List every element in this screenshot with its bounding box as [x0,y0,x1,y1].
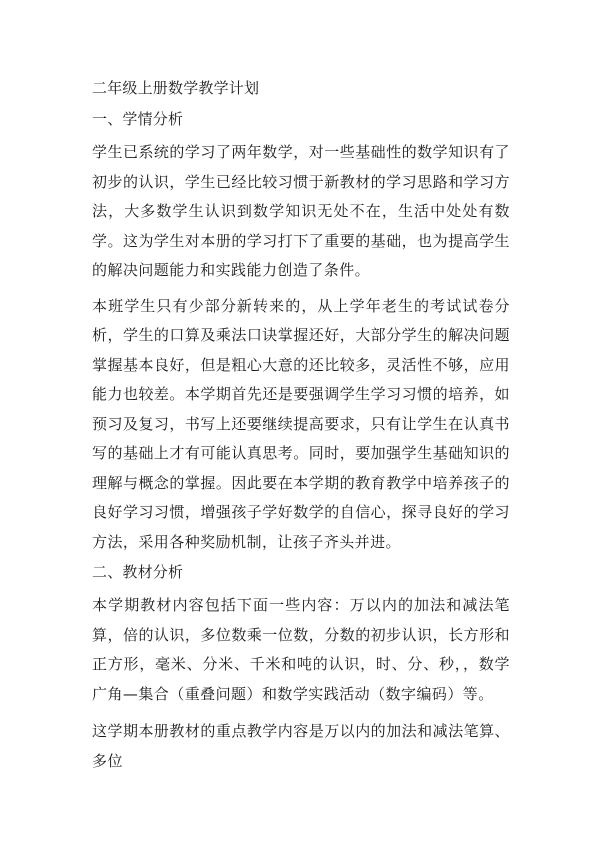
document-body [92,78,510,776]
paragraph: 本班学生只有少部分新转来的，从上学年老生的考试试卷分析，学生的口算及乘法口诀掌握还好，大部分学生的解决问题掌握基本良好，但是粗心大意的还比较多，灵活性不够，应用能力也较差。本学期首先还是要强调学生学习习惯的培养，如预习及复习，书写上还要继续提高要求，只有让学生在认真书写的基础上才有可能认真思考。同时，要加强学生基础知识的理解与概念的掌握。因此要在本学期的教育教学中培养孩子的良好学习习惯，增强孩子学好数学的自信心，探寻良好的学习方法，采用各种奖励机制，让孩子齐头并进。 [92,296,510,551]
paragraph: 学生已系统的学习了两年数学，对一些基础性的数学知识有了初步的认识，学生已经比较习惯于新教材的学习思路和学习方法，大多数学生认识到数学知识无处不在，生活中处处有数学。这为学生对本册的学习打下了重要的基础，也为提高学生的解决问题能力和实践能力创造了条件。 [92,143,510,279]
paragraph: 这学期本册教材的重点教学内容是万以内的加法和减法笔算、多位 [92,722,510,770]
section-heading-textbook-analysis: 二、教材分析 [92,563,184,581]
section-heading-learning-analysis: 一、学情分析 [92,110,184,128]
paragraph: 本学期教材内容包括下面一些内容：万以内的加法和减法笔算，倍的认识，多位数乘一位数，分数的初步认识，长方形和正方形，毫米、分米、千米和吨的认识，时、分、秒，，数学广角—集合（重叠问题）和数学实践活动（数字编码）等。 [92,596,510,703]
document-title: 二年级上册数学教学计划 [92,79,260,97]
